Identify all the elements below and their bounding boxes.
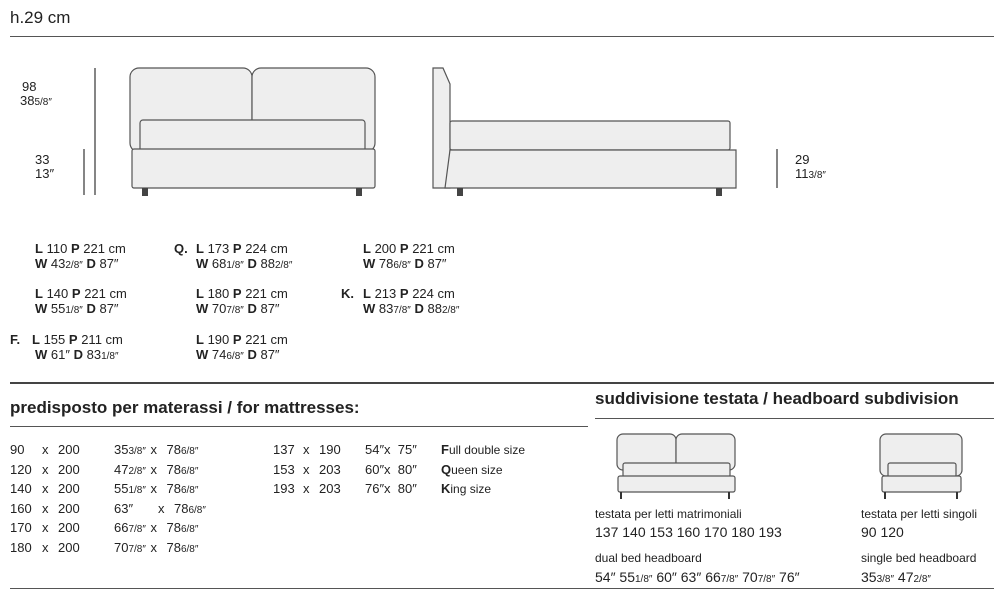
single-frame (882, 476, 961, 492)
mattress-row: 120 x 200 472/8″ x 786/8″ (10, 461, 199, 477)
middle-rule (10, 382, 994, 384)
double-frame (618, 476, 735, 492)
size-item: F. L 155 P 211 cm W 61″ D 831/8″ (10, 332, 123, 362)
mattress-table (10, 442, 206, 559)
mattress-title: predisposto per materassi / for mattresses: (10, 398, 360, 417)
double-sizes-in: 54″ 551/8″ 60″ 63″ 667/8″ 707/8″ 76″ (595, 569, 800, 585)
mattress-row: 170 x 200 667/8″ x 786/8″ (10, 520, 199, 535)
frame-height-in: 13″ (35, 166, 55, 181)
front-bed-frame (132, 149, 375, 188)
side-mattress (450, 121, 730, 150)
total-height-cm: 98 (22, 79, 37, 94)
double-sizes-cm: 137 140 153 160 170 180 193 (595, 524, 782, 540)
bottom-rule (10, 588, 994, 589)
double-caption-it: testata per letti matrimoniali (595, 507, 742, 521)
side-leg-left (457, 188, 463, 196)
side-height-cm: 29 (795, 152, 810, 167)
side-height-in: 113/8″ (795, 166, 826, 181)
single-caption-it: testata per letti singoli (861, 507, 978, 521)
mattress-row: 140 x 200 551/8″ x 786/8″ (10, 481, 199, 496)
height-label: h.29 cm (10, 8, 71, 27)
size-item: L 200 P 221 cm W 786/8″ D 87″ (363, 241, 455, 271)
single-sizes-cm: 90 120 (861, 524, 904, 540)
total-height-in: 385/8″ (20, 93, 52, 108)
side-bed-frame (445, 150, 736, 188)
mattress-row: 180 x 200 707/8″ x 786/8″ (10, 539, 199, 555)
frame-height-cm: 33 (35, 152, 50, 167)
mattress-row: 160 x 200 63″ x 786/8″ (10, 500, 206, 516)
size-item: L 180 P 221 cm W 707/8″ D 87″ (196, 286, 288, 316)
double-caption-en: dual bed headboard (595, 551, 702, 565)
headboard-title: suddivisione testata / headboard subdivision (595, 389, 959, 408)
front-leg-left (142, 188, 148, 196)
side-leg-right (716, 188, 722, 196)
single-caption-en: single bed headboard (861, 551, 977, 565)
size-item: L 110 P 221 cm W 432/8″ D 87″ (35, 241, 126, 271)
front-leg-right (356, 188, 362, 196)
single-sizes-in: 353/8″ 472/8″ (861, 569, 931, 585)
mattress-us-row: 137 x 190 54″x 75″ Full double size (273, 442, 526, 457)
size-item: L 190 P 221 cm W 746/8″ D 87″ (196, 332, 288, 362)
size-item: Q. L 173 P 224 cm W 681/8″ D 882/8″ (174, 241, 293, 271)
size-item: L 140 P 221 cm W 551/8″ D 87″ (35, 286, 127, 316)
mattress-us-row: 153 x 203 60″x 80″ Queen size (273, 461, 503, 477)
mattress-us-row: 193 x 203 76″x 80″ King size (273, 481, 492, 496)
size-item: K. L 213 P 224 cm W 837/8″ D 882/8″ (341, 286, 460, 316)
headboard-rule (595, 418, 994, 419)
front-pillow-rest (140, 120, 365, 152)
mattress-row: 90 x 200 353/8″ x 786/8″ (10, 442, 199, 457)
mattress-rule (10, 426, 588, 427)
single-pillow (888, 463, 956, 477)
double-pillow (623, 463, 730, 477)
mattress-us-table (273, 442, 525, 501)
